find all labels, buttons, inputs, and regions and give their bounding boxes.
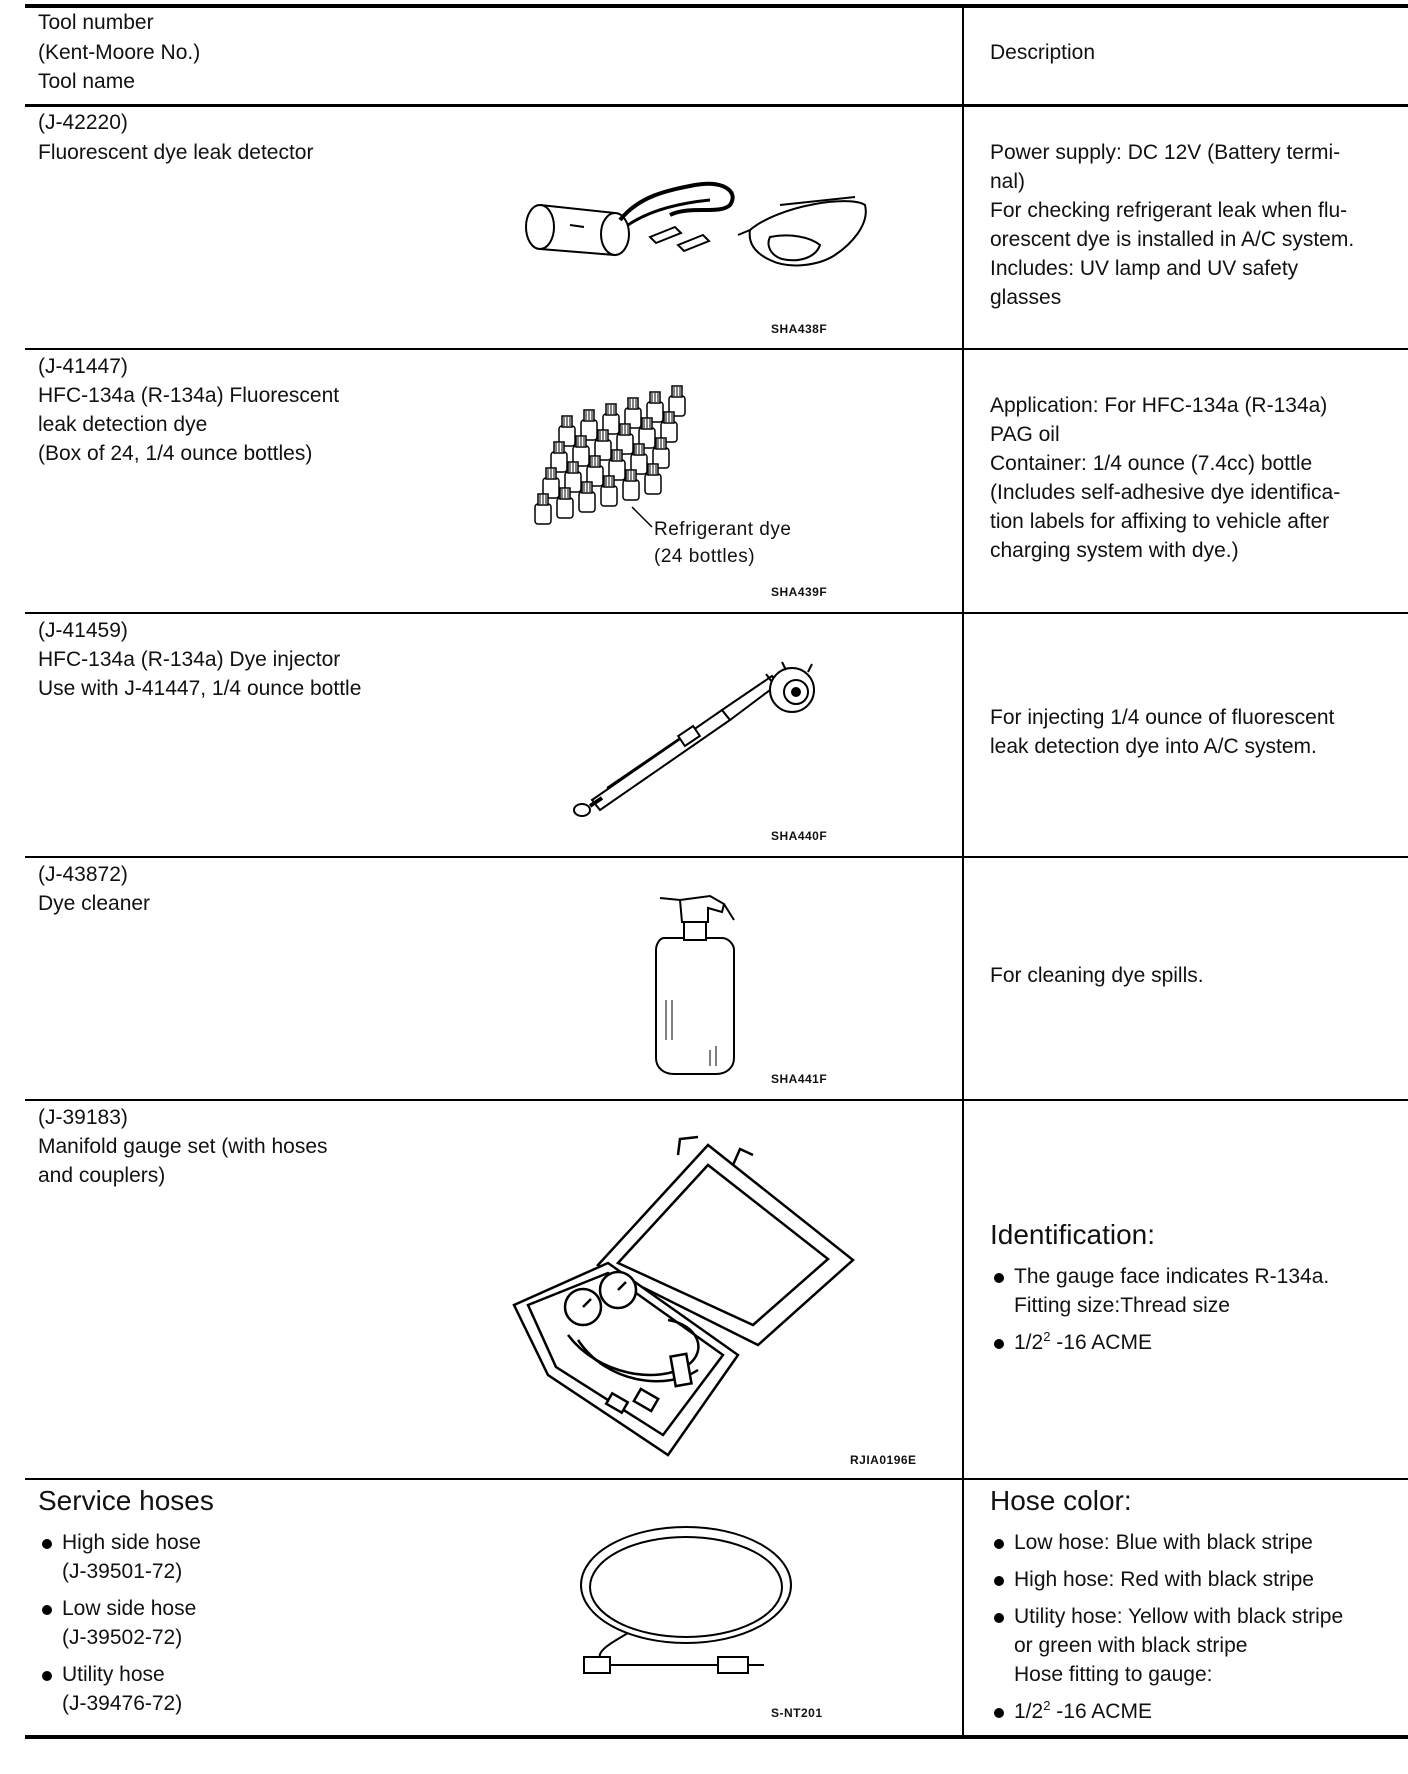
- header-kent-moore: (Kent-Moore No.): [38, 41, 201, 64]
- figure-code: SHA439F: [771, 585, 828, 599]
- description-line: PAG oil: [990, 423, 1060, 446]
- description-line: charging system with dye.): [990, 539, 1239, 562]
- bullet-item: Utility hose: Yellow with black stripe or green with black stripe Hose fitting to gauge:: [990, 1602, 1343, 1689]
- description-line: Container: 1/4 ounce (7.4cc) bottle: [990, 452, 1313, 475]
- tool-name: and couplers): [38, 1164, 166, 1187]
- tool-number: (J-43872): [38, 863, 128, 886]
- description-heading: Identification:: [990, 1219, 1155, 1250]
- tool-name: (Box of 24, 1/4 ounce bottles): [38, 442, 313, 465]
- dye-bottle-icon: [557, 488, 573, 518]
- tool-name: HFC-134a (R-134a) Dye injector: [38, 648, 341, 671]
- dye-bottle-icon: [579, 482, 595, 512]
- service-hose-illustration: [568, 1515, 798, 1690]
- description-line: Power supply: DC 12V (Battery termi-: [990, 141, 1341, 164]
- dye-bottle-icon: [601, 476, 617, 506]
- bullet-item: Utility hose (J-39476-72): [38, 1660, 201, 1718]
- header-bottom-rule: [25, 104, 1408, 107]
- tool-number: (J-41447): [38, 355, 128, 378]
- bullet-item: High side hose (J-39501-72): [38, 1528, 201, 1586]
- description-line: For checking refrigerant leak when flu-: [990, 199, 1348, 222]
- tool-number: (J-42220): [38, 111, 128, 134]
- manifold-gauge-case-illustration: [508, 1135, 858, 1465]
- description-line: glasses: [990, 286, 1062, 309]
- description-bullet-list: [990, 1528, 1343, 1734]
- bullet-item: Low side hose (J-39502-72): [38, 1594, 201, 1652]
- tool-name: Use with J-41447, 1/4 ounce bottle: [38, 677, 362, 700]
- row-rule: [25, 612, 1408, 614]
- dye-injector-illustration: [572, 660, 812, 820]
- tool-name: Dye cleaner: [38, 892, 151, 915]
- dye-bottle-icon: [623, 470, 639, 500]
- column-divider: [962, 4, 964, 1737]
- description-line: orescent dye is installed in A/C system.: [990, 228, 1355, 251]
- uv-leak-detector-illustration: [520, 175, 870, 300]
- bullet-item: $1/2^2$ -16 ACME: [990, 1328, 1329, 1357]
- dye-cleaner-bottle-illustration: [650, 890, 750, 1080]
- row-rule: [25, 1099, 1408, 1101]
- figure-code: S-NT201: [771, 1706, 823, 1720]
- row-rule: [25, 348, 1408, 350]
- header-description: Description: [990, 41, 1096, 64]
- bullet-item: The gauge face indicates R-134a. Fitting size:Thread size: [990, 1262, 1329, 1320]
- figure-callout: Refrigerant dye: [654, 519, 792, 540]
- row-rule: [25, 1478, 1408, 1480]
- tool-bullet-list: [38, 1528, 201, 1726]
- description-line: tion labels for affixing to vehicle after: [990, 510, 1330, 533]
- bullet-item: High hose: Red with black stripe: [990, 1565, 1343, 1594]
- dye-bottle-icon: [645, 464, 661, 494]
- description-line: For cleaning dye spills.: [990, 964, 1204, 987]
- tool-name: HFC-134a (R-134a) Fluorescent: [38, 384, 340, 407]
- figure-code: SHA438F: [771, 322, 828, 336]
- tool-number: (J-39183): [38, 1106, 128, 1129]
- description-heading: Hose color:: [990, 1485, 1132, 1516]
- dye-bottle-icon: [535, 494, 551, 524]
- tool-name: Fluorescent dye leak detector: [38, 141, 314, 164]
- table-bottom-rule: [25, 1735, 1408, 1739]
- tool-name: leak detection dye: [38, 413, 208, 436]
- description-bullet-list: [990, 1262, 1329, 1365]
- description-line: (Includes self-adhesive dye identifica-: [990, 481, 1341, 504]
- description-line: Application: For HFC-134a (R-134a): [990, 394, 1328, 417]
- table-top-rule: [25, 4, 1408, 8]
- figure-code: SHA440F: [771, 829, 828, 843]
- figure-callout: (24 bottles): [654, 546, 756, 567]
- header-tool-name: Tool name: [38, 70, 135, 93]
- figure-code: RJIA0196E: [850, 1453, 917, 1467]
- description-line: For injecting 1/4 ounce of fluorescent: [990, 706, 1335, 729]
- description-line: Includes: UV lamp and UV safety: [990, 257, 1299, 280]
- row-rule: [25, 856, 1408, 858]
- description-line: nal): [990, 170, 1026, 193]
- bullet-item: Low hose: Blue with black stripe: [990, 1528, 1343, 1557]
- tool-number: (J-41459): [38, 619, 128, 642]
- tool-name: Manifold gauge set (with hoses: [38, 1135, 328, 1158]
- description-line: leak detection dye into A/C system.: [990, 735, 1317, 758]
- header-tool-number: Tool number: [38, 11, 154, 34]
- bullet-item: $1/2^2$ -16 ACME: [990, 1697, 1343, 1726]
- figure-code: SHA441F: [771, 1072, 828, 1086]
- tool-heading: Service hoses: [38, 1485, 214, 1516]
